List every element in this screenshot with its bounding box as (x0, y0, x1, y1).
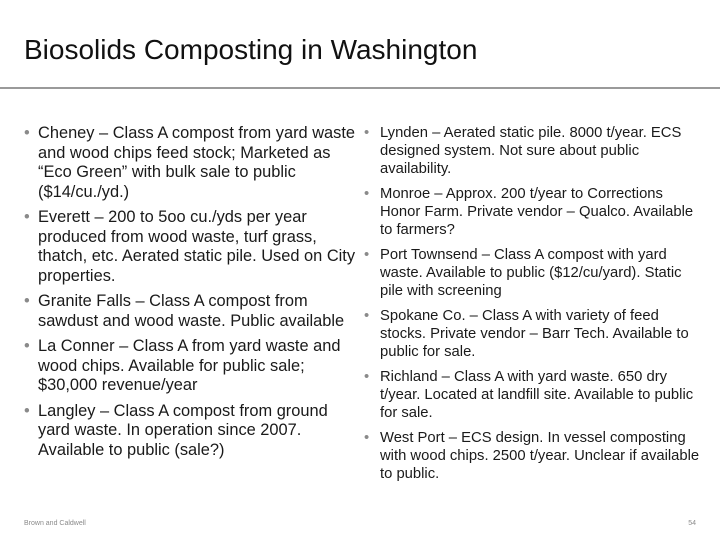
list-item (364, 307, 700, 361)
bullet-icon: • (24, 337, 30, 355)
bullet-icon: • (24, 401, 30, 420)
list-item (24, 337, 358, 396)
list-item (24, 402, 358, 461)
list-item-text: West Port – ECS design. In vessel composting with wood chips. 2500 t/year. Unclear if available to public. (380, 430, 700, 482)
bullet-icon: • (364, 186, 370, 202)
list-item (24, 124, 358, 202)
bullet-icon: • (24, 208, 30, 226)
bullet-icon: • (364, 430, 370, 446)
left-bullet-list (24, 124, 358, 460)
list-item-text: Lynden – Aerated static pile. 8000 t/year. ECS designed system. Not sure about public availability. (380, 125, 682, 177)
list-item-text: Cheney – Class A compost from yard waste and wood chips feed stock; Marketed as “Eco Green” with bulk sale to public ($14/cu./yd.) (38, 124, 356, 201)
bullet-icon: • (364, 125, 370, 141)
left-column (24, 124, 358, 466)
bullet-icon: • (364, 247, 370, 263)
list-item (364, 124, 700, 178)
bullet-icon: • (364, 369, 370, 385)
list-item (364, 246, 700, 300)
list-item-text: La Conner – Class A from yard waste and wood chips. Available for public sale; $30,000 revenue/year (38, 337, 341, 394)
right-column (364, 124, 700, 490)
list-item-text: Monroe – Approx. 200 t/year to Corrections Honor Farm. Private vendor – Qualco. Available to farmers? (380, 186, 694, 238)
list-item-text: Spokane Co. – Class A with variety of feed stocks. Private vendor – Barr Tech. Available to public for sale. (380, 308, 689, 360)
list-item-text: Everett – 200 to 5oo cu./yds per year produced from wood waste, turf grass, thatch, etc. Aerated static pile. Used on City properties. (38, 208, 356, 285)
list-item-text: Langley – Class A compost from ground yard waste. In operation since 2007. Available to public (sale?) (38, 401, 328, 459)
right-bullet-list (364, 124, 700, 483)
list-item-text: Granite Falls – Class A compost from sawdust and wood waste. Public available (38, 292, 345, 330)
title-divider (0, 87, 720, 89)
list-item (364, 368, 700, 422)
bullet-icon: • (24, 124, 30, 142)
slide-title: Biosolids Composting in Washington (24, 34, 478, 65)
page-number: 54 (688, 520, 696, 527)
footer-company: Brown and Caldwell (24, 520, 86, 527)
bullet-icon: • (364, 308, 370, 324)
list-item-text: Port Townsend – Class A compost with yard waste. Available to public ($12/cu/yard). Static pile with screening (380, 247, 682, 299)
list-item-text: Richland – Class A with yard waste. 650 dry t/year. Located at landfill site. Available to public for sale. (380, 369, 694, 421)
bullet-icon: • (24, 292, 30, 310)
list-item (24, 208, 358, 286)
list-item (364, 429, 700, 483)
list-item (24, 292, 358, 331)
list-item (364, 185, 700, 239)
